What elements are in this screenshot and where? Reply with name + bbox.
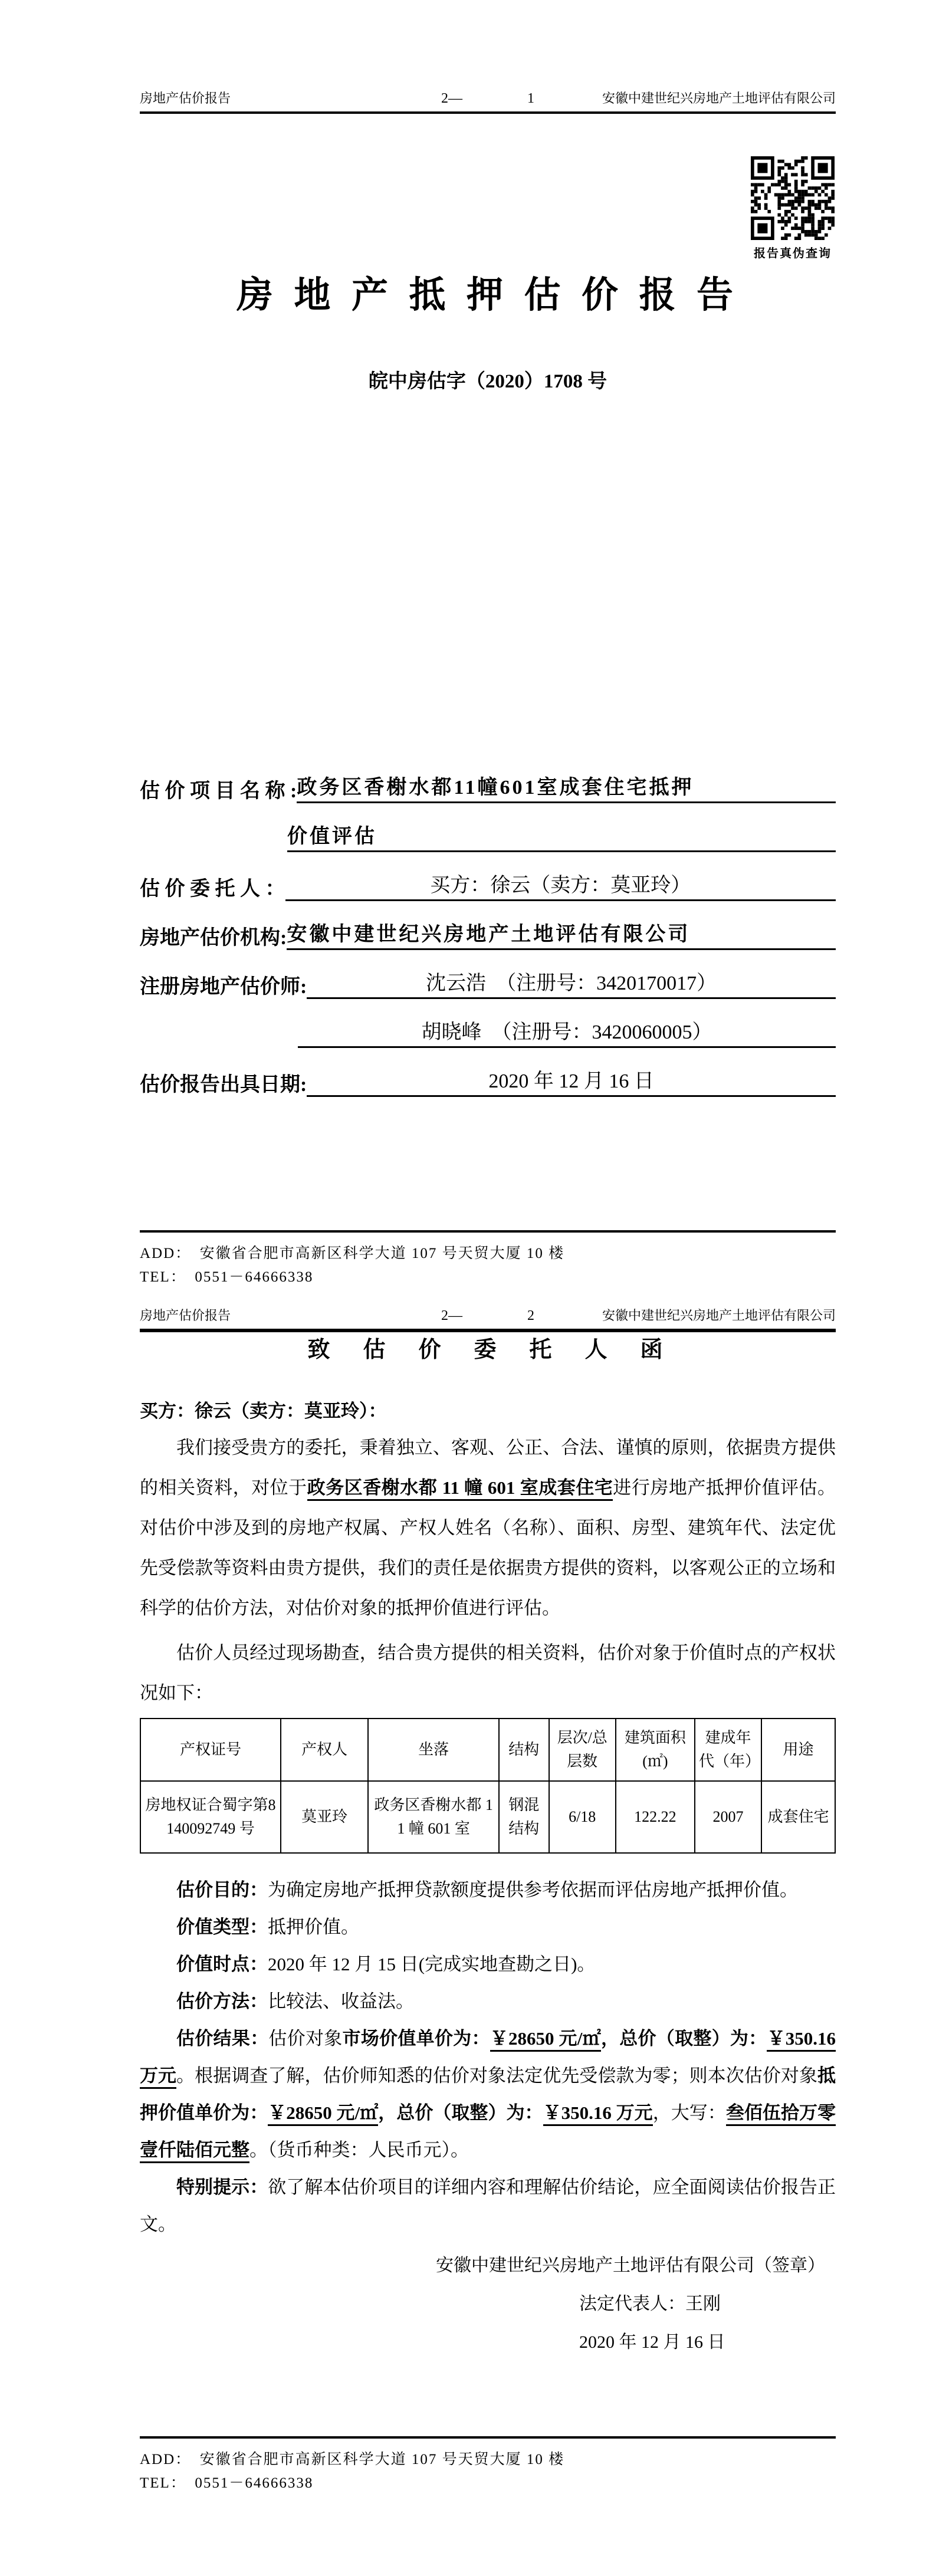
- col-header-year-built: 建成年代（年）: [695, 1719, 761, 1781]
- field-project-name-line2: [140, 803, 836, 852]
- field-agency: [140, 901, 836, 950]
- letter-page: [0, 1297, 936, 2576]
- result-text: ，总价（取整）为：: [600, 2028, 767, 2049]
- letter-title: 致 估 价 委 托 人 函: [307, 1338, 668, 1362]
- field-issue-date: [140, 1048, 836, 1097]
- appraisal-items: [140, 1871, 836, 2243]
- field-value-project-line2: 价值评估: [287, 826, 836, 852]
- item-special-note: [140, 2168, 836, 2243]
- item-purpose: [140, 1871, 836, 1908]
- signature-date: 2020 年 12 月 16 日: [579, 2332, 725, 2352]
- qr-caption: 报告真伪查询: [754, 247, 832, 260]
- unit-price-value: ￥28650 元/㎡: [490, 2028, 601, 2052]
- field-label-agency: 房地产估价机构:: [140, 927, 287, 949]
- report-number: 皖中房估字（2020）1708 号: [368, 371, 607, 392]
- paragraph-text: 我们接受贵方的委托，秉着独立、客观、公正、合法、谨慎的原则，依据贵方提供的相关资料，对位于: [140, 1437, 836, 1498]
- signature-company: 安徽中建世纪兴房地产土地评估有限公司（签章）: [436, 2256, 825, 2275]
- page-count-prefix: 2—: [441, 91, 462, 106]
- footer-telephone: TEL： 0551－64666338: [140, 2475, 314, 2491]
- page1-footer: [140, 1230, 836, 1289]
- qr-block: [751, 156, 835, 261]
- cell-owner: 莫亚玲: [281, 1781, 368, 1853]
- page-number: 1: [527, 91, 534, 106]
- cell-floor: 6/18: [549, 1781, 616, 1853]
- field-label-project: 估 价 项 目 名 称 :: [140, 780, 297, 802]
- field-appraiser-2: [140, 999, 836, 1048]
- letter-paragraph-1: [140, 1428, 836, 1628]
- item-text: 为确定房地产抵押贷款额度提供参考依据而评估房地产抵押价值。: [268, 1880, 798, 1900]
- field-value-agency: 安徽中建世纪兴房地产土地评估有限公司: [287, 924, 836, 950]
- running-header-title: 房地产估价报告: [140, 1308, 231, 1323]
- page2-page-number: [441, 1308, 534, 1324]
- table-row: [140, 1781, 835, 1853]
- running-header-company: 安徽中建世纪兴房地产土地评估有限公司: [602, 1308, 836, 1323]
- field-value-issue-date: 2020 年 12 月 16 日: [307, 1070, 836, 1097]
- item-label: 价值时点：: [176, 1954, 268, 1974]
- cell-use: 成套住宅: [761, 1781, 835, 1853]
- table-header-row: [140, 1719, 835, 1781]
- field-appraiser-1: [140, 950, 836, 999]
- item-value-date: [140, 1946, 836, 1983]
- property-rights-table: [140, 1718, 836, 1854]
- page1-running-header: [140, 88, 836, 114]
- field-project-name: [140, 754, 836, 803]
- page2-footer: [140, 2436, 836, 2495]
- letter-paragraph-2: 估价人员经过现场勘查，结合贵方提供的相关资料，估价对象于价值时点的产权状况如下：: [140, 1642, 836, 1703]
- cell-location: 政务区香榭水都 11 幢 601 室: [368, 1781, 498, 1853]
- page-number: 2: [527, 1308, 534, 1323]
- col-header-floor: 层次/总层数: [549, 1719, 616, 1781]
- mortgage-unit-price-value: ￥28650 元/㎡: [268, 2102, 378, 2126]
- field-value-appraiser-2: 胡晓峰 （注册号：3420060005）: [298, 1021, 836, 1048]
- col-header-area: 建筑面积(㎡): [616, 1719, 695, 1781]
- subject-property-highlight: 政务区香榭水都 11 幢 601 室成套住宅: [307, 1477, 613, 1501]
- letter-salutation: 买方：徐云（卖方：莫亚玲）：: [140, 1401, 387, 1421]
- report-title: 房 地 产 抵 押 估 价 报 告: [236, 275, 739, 316]
- page1-page-number: [441, 91, 534, 107]
- item-result: [140, 2020, 836, 2168]
- field-label-issue-date: 估价报告出具日期:: [140, 1074, 307, 1096]
- footer-address: ADD： 安徽省合肥市高新区科学大道 107 号天贸大厦 10 楼: [140, 2452, 565, 2467]
- field-client: [140, 852, 836, 901]
- col-header-certificate-no: 产权证号: [140, 1719, 281, 1781]
- cell-year-built: 2007: [695, 1781, 761, 1853]
- item-text: 比较法、收益法。: [268, 1991, 414, 2012]
- paragraph-text: 进行房地产抵押价值评估。对估价中涉及到的房地产权属、产权人姓名（名称）、面积、房型、建筑年代、法定优先受偿款等资料由贵方提供，我们的责任是依据贵方提供的资料，以客观公正的立场和科学的估价方法，对估价对象的抵押价值进行评估。: [140, 1477, 836, 1618]
- item-label: 估价目的：: [176, 1880, 268, 1900]
- cover-fields: [140, 754, 836, 1097]
- item-method: [140, 1983, 836, 2020]
- result-text: 估价对象: [268, 2028, 343, 2049]
- page-count-prefix: 2—: [441, 1308, 462, 1323]
- result-text: ，总价（取整）为：: [378, 2102, 543, 2123]
- result-text: 市场价值单价为：: [342, 2028, 490, 2049]
- result-text: 。（货币种类：人民币元）。: [249, 2140, 469, 2160]
- result-text: ，大写：: [652, 2102, 726, 2123]
- col-header-owner: 产权人: [281, 1719, 368, 1781]
- qr-code: [751, 156, 835, 240]
- total-price-value: ￥350.16 万元: [140, 2028, 836, 2089]
- running-header-title: 房地产估价报告: [140, 91, 231, 106]
- footer-address: ADD： 安徽省合肥市高新区科学大道 107 号天贸大厦 10 楼: [140, 1246, 565, 1261]
- item-value-type: [140, 1908, 836, 1946]
- item-label: 价值类型：: [176, 1917, 268, 1937]
- col-header-location: 坐落: [368, 1719, 498, 1781]
- running-header-company: 安徽中建世纪兴房地产土地评估有限公司: [602, 91, 836, 106]
- signature-block: [140, 2246, 836, 2361]
- item-label: 估价结果：: [176, 2028, 269, 2049]
- item-text: 抵押价值。: [268, 1917, 359, 1937]
- footer-telephone: TEL： 0551－64666338: [140, 1269, 314, 1285]
- field-value-appraiser-1: 沈云浩 （注册号：3420170017）: [307, 972, 836, 999]
- amount-in-words: 叁佰伍拾万零壹仟陆佰元整: [140, 2102, 836, 2163]
- item-text: 2020 年 12 月 15 日(完成实地查勘之日)。: [268, 1954, 596, 1974]
- field-value-client: 买方：徐云（卖方：莫亚玲）: [285, 875, 836, 901]
- item-label: 特别提示：: [176, 2177, 268, 2197]
- col-header-structure: 结构: [499, 1719, 549, 1781]
- mortgage-total-price-value: ￥350.16 万元: [543, 2102, 653, 2126]
- cell-certificate-no: 房地权证合蜀字第8140092749 号: [140, 1781, 281, 1853]
- cell-area: 122.22: [616, 1781, 695, 1853]
- item-label: 估价方法：: [176, 1991, 268, 2012]
- page2-running-header: [140, 1306, 836, 1332]
- cell-structure: 钢混结构: [499, 1781, 549, 1853]
- item-text: 欲了解本估价项目的详细内容和理解估价结论，应全面阅读估价报告正文。: [140, 2177, 836, 2235]
- field-value-project-line1: 政务区香榭水都11幢601室成套住宅抵押: [297, 777, 836, 803]
- result-text: 抵押价值单价为：: [140, 2065, 836, 2123]
- result-text: 。根据调查了解，估价师知悉的估价对象法定优先受偿款为零；则本次估价对象: [176, 2065, 817, 2086]
- col-header-use: 用途: [761, 1719, 835, 1781]
- signature-representative: 法定代表人：王刚: [579, 2294, 721, 2314]
- field-label-appraiser: 注册房地产估价师:: [140, 976, 307, 998]
- field-label-client: 估 价 委 托 人 ：: [140, 878, 285, 900]
